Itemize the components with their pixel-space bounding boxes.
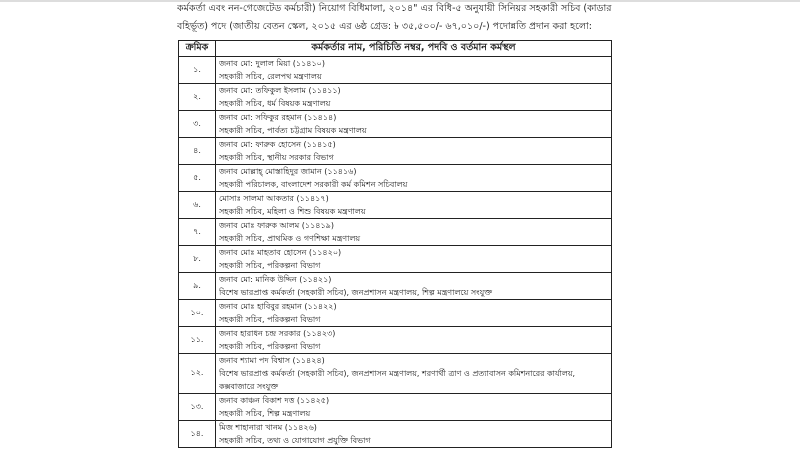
serial-number: ১৪. <box>179 421 216 448</box>
serial-number: ৩. <box>179 111 216 138</box>
officer-post: সহকারী সচিব, মহিলা ও শিশু বিষয়ক মন্ত্রণালয় <box>219 207 366 216</box>
serial-number: ১০. <box>179 300 216 327</box>
officer-cell <box>216 300 612 327</box>
officer-cell <box>216 165 612 192</box>
officer-cell <box>216 394 612 421</box>
officer-post: সহকারী সচিব, শিল্প মন্ত্রণালয় <box>219 409 311 418</box>
officer-post: সহকারী সচিব, পরিকল্পনা বিভাগ <box>219 261 321 270</box>
table-row <box>179 219 612 246</box>
officer-post: সহকারী সচিব, স্থানীয় সরকার বিভাগ <box>219 153 334 162</box>
officer-name: জনাব শ্যামা পদ বিশ্বাস (১১৪২৪) <box>219 356 325 365</box>
officer-table <box>178 40 612 448</box>
officer-post: সহকারী পরিচালক, বাংলাদেশ সরকারী কর্ম কমিশন সচিবালয় <box>219 180 408 189</box>
officer-name: জনাব মো: মানিক উদ্দিন (১১৪২১) <box>219 275 332 284</box>
officer-name: জনাব কাঞ্চন বিকাশ দত্ত (১১৪২৫) <box>219 396 330 405</box>
officer-name: জনাব হারাধন চন্দ্র সরকার (১১৪২৩) <box>219 329 336 338</box>
officer-post: সহকারী সচিব, পরিকল্পনা বিভাগ <box>219 315 321 324</box>
table-row <box>179 165 612 192</box>
table-row <box>179 273 612 300</box>
serial-number: ১. <box>179 57 216 84</box>
officer-post: সহকারী সচিব, পার্বত্য চট্টগ্রাম বিষয়ক মন্ত্রণালয় <box>219 126 367 135</box>
officer-name: মিজ শাহানারা খানম (১১৪২৬) <box>219 423 317 432</box>
table-row <box>179 354 612 394</box>
table-row <box>179 192 612 219</box>
officer-name: মোসাঃ সালমা আকতার (১১৪১৭) <box>219 194 329 203</box>
table-row <box>179 421 612 448</box>
officer-name: জনাব মো: তফিকুল ইসলাম (১১৪১১) <box>219 86 341 95</box>
table-row <box>179 111 612 138</box>
table-row <box>179 84 612 111</box>
officer-cell <box>216 111 612 138</box>
officer-cell <box>216 246 612 273</box>
intro-line-1: কর্মকর্তা এবং নন-গেজেটেড কর্মচারী) নিয়োগ বিধিমালা, ২০১৪" এর বিধি-৫ অনুযায়ী সিনিয়র সহকারী সচিব (কাডার <box>177 3 612 14</box>
officer-post: সহকারী সচিব, ধর্ম বিষয়ক মন্ত্রণালয় <box>219 99 331 108</box>
officer-name: জনাব মোল্লাহ্ মোস্তাহিদুর জামান (১১৪১৬) <box>219 167 357 176</box>
serial-number: ১২. <box>179 354 216 394</box>
officer-cell <box>216 219 612 246</box>
officer-cell <box>216 84 612 111</box>
officer-name: জনাব মো: দুলাল মিয়া (১১৪১০) <box>219 59 325 68</box>
intro-line-2: বহির্ভূত) পদে (জাতীয় বেতন স্কেল, ২০১৫ এর ৬ষ্ঠ গ্রেড: ৳ ৩৫,৫০০/- ৬৭,০১০/-) পদোন্নতি প্রদান করা হলো: <box>177 21 592 32</box>
header-officer-details: কর্মকর্তার নাম, পরিচিতি নম্বর, পদবি ও বর্তমান কর্মস্থল <box>216 41 612 57</box>
table-row <box>179 300 612 327</box>
officer-post: সহকারী সচিব, প্রাথমিক ও গণশিক্ষা মন্ত্রণালয় <box>219 234 361 243</box>
serial-number: ১৩. <box>179 394 216 421</box>
officer-cell <box>216 354 612 394</box>
officer-cell <box>216 192 612 219</box>
serial-number: ৯. <box>179 273 216 300</box>
officer-name: জনাব মোঃ হাবিবুর রহমান (১১৪২২) <box>219 302 337 311</box>
officer-post: বিশেষ ভারপ্রাপ্ত কর্মকর্তা (সহকারী সচিব), জনপ্রশাসন মন্ত্রণালয়, শরণার্থী ত্রাণ ও প্রত্যাবাসন কমিশনারের কার্যালয়, <box>219 369 576 378</box>
officer-name: জনাব মোঃ মাহতাব হোসেন (১১৪২০) <box>219 248 342 257</box>
header-serial: ক্রমিক <box>179 41 216 57</box>
officer-cell <box>216 273 612 300</box>
officer-cell <box>216 327 612 354</box>
table-row <box>179 246 612 273</box>
officer-name: জনাব মোঃ ফারুক আলম (১১৪১৯) <box>219 221 334 230</box>
serial-number: ৬. <box>179 192 216 219</box>
serial-number: ৮. <box>179 246 216 273</box>
officer-cell <box>216 138 612 165</box>
table-row <box>179 394 612 421</box>
table-header-row <box>179 41 612 57</box>
officer-post: সহকারী সচিব, তথ্য ও যোগাযোগ প্রযুক্তি বিভাগ <box>219 436 371 445</box>
serial-number: ২. <box>179 84 216 111</box>
serial-number: ৪. <box>179 138 216 165</box>
officer-name: জনাব মো: সফিকুর রহমান (১১৪১৪) <box>219 113 337 122</box>
table-row <box>179 327 612 354</box>
officer-cell <box>216 57 612 84</box>
serial-number: ৭. <box>179 219 216 246</box>
officer-cell <box>216 421 612 448</box>
table-row <box>179 138 612 165</box>
serial-number: ৫. <box>179 165 216 192</box>
officer-post: বিশেষ ভারপ্রাপ্ত কর্মকর্তা (সহকারী সচিব), জনপ্রশাসন মন্ত্রণালয়, শিল্প মন্ত্রণালয়ে সংযুক্ত <box>219 288 492 297</box>
table-row <box>179 57 612 84</box>
officer-name: জনাব মো: ফারুক হোসেন (১১৪১৫) <box>219 140 336 149</box>
serial-number: ১১. <box>179 327 216 354</box>
officer-post-cont: কক্সবাজারে সংযুক্ত <box>219 382 278 391</box>
officer-post: সহকারী সচিব, রেলপথ মন্ত্রণালয় <box>219 72 322 81</box>
officer-post: সহকারী সচিব, পরিকল্পনা বিভাগ <box>219 342 321 351</box>
